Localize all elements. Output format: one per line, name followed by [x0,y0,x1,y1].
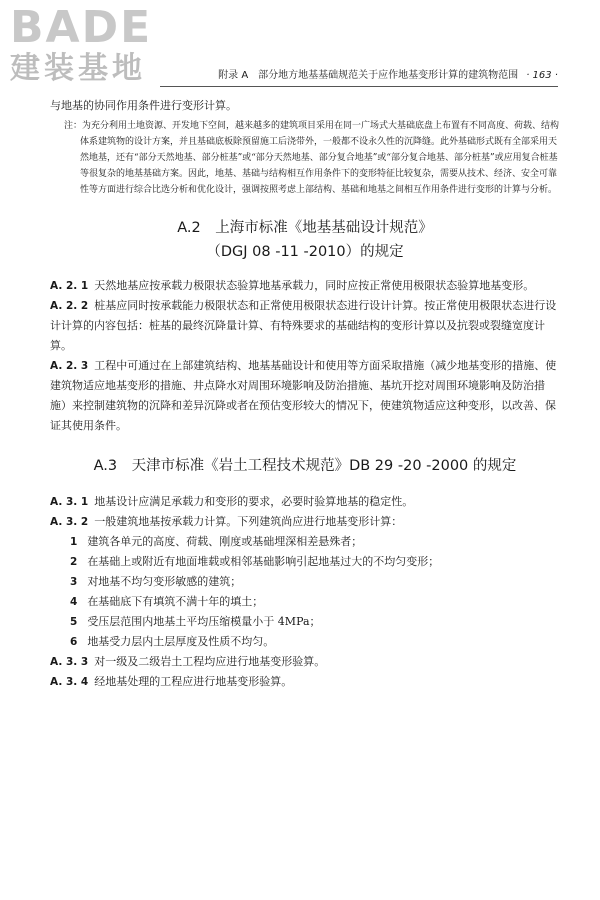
item-number: 6 [70,636,78,648]
list-item [50,572,560,592]
item-text: 受压层范围内地基土平均压缩模量小于 4MPa； [87,615,321,628]
header-title: 附录 A 部分地方地基基础规范关于应作地基变形计算的建筑物范围 [218,70,519,81]
clause-number: A. 3. 2 [50,516,89,528]
clause-a2-3 [50,356,560,436]
item-text: 在基础底下有填筑不满十年的填土； [87,595,264,608]
item-number: 3 [70,576,78,588]
section-a3-heading: A.3 天津市标准《岩土工程技术规范》DB 29 -20 -2000 的规定 [93,458,517,474]
section-a2-heading [50,216,560,264]
section-a2-title-line1: A.2 上海市标准《地基基础设计规范》 [177,220,433,236]
logo-chinese-text: 建装基地 [10,51,146,86]
running-header [160,66,558,87]
item-text: 对地基不均匀变形敏感的建筑； [87,575,242,588]
clause-text: 天然地基应按承载力极限状态验算地基承载力，同时应按正常使用极限状态验算地基变形。 [94,279,535,292]
page-number: · 163 · [526,70,558,81]
clause-number: A. 2. 3 [50,360,89,372]
clause-number: A. 2. 1 [50,280,89,292]
clause-a3-1 [50,492,560,512]
clause-a2-2 [50,296,560,356]
note-paragraph: 注：为充分利用土地资源、开发地下空间，越来越多的建筑项目采用在同一广场式大基础底盘上布置有不同高度、荷载、结构体系建筑物的设计方案，并且基础底板除预留施工后浇带外，一般都不设永久性的沉降缝。此外基础形式既有全部采用天然地基，还有“部分天然地基、部分桩基”或“部分天然地基、部分复合地基”或“部分复合地基、部分桩基”或应用复合桩基等很复杂的地基基础方案。因此，地基、基础与结构相互作用条件下的变形特征比较复杂，需要从技术、经济、安全可靠性等方面进行综合比选分析和优化设计，强调按照考虑上部结构、基础和地基之间相互作用条件进行变形的计算与分析。 [64,121,560,195]
clause-text: 桩基应同时按承载能力极限状态和正常使用极限状态进行设计计算。按正常使用极限状态进行设计计算的内容包括：桩基的最终沉降量计算、有特殊要求的基础结构的变形计算以及抗裂或裂缝宽度计算。 [50,299,557,352]
item-number: 1 [70,536,78,548]
list-item [50,612,560,632]
item-text: 地基受力层内土层厚度及性质不均匀。 [87,635,275,648]
logo-latin-text: BADE [10,2,153,53]
page-body [50,96,560,692]
item-number: 2 [70,556,78,568]
clause-text: 经地基处理的工程应进行地基变形验算。 [94,675,293,688]
list-item [50,552,560,572]
section-a2-title-line2: （DGJ 08 -11 -2010）的规定 [206,244,404,260]
clause-number: A. 3. 3 [50,656,89,668]
clause-number: A. 2. 2 [50,300,89,312]
clause-a2-1 [50,276,560,296]
clause-text: 地基设计应满足承载力和变形的要求，必要时验算地基的稳定性。 [94,495,414,508]
item-text: 建筑各单元的高度、荷载、刚度或基础埋深相差悬殊者； [87,535,363,548]
clause-a3-3 [50,652,560,672]
list-item [50,592,560,612]
clause-a3-2 [50,512,560,532]
clause-number: A. 3. 4 [50,676,89,688]
clause-a3-4 [50,672,560,692]
list-item [50,532,560,552]
list-item [50,632,560,652]
clause-number: A. 3. 1 [50,496,89,508]
item-number: 5 [70,616,78,628]
item-text: 在基础上或附近有地面堆载或相邻基础影响引起地基过大的不均匀变形； [87,555,440,568]
intro-paragraph: 与地基的协同作用条件进行变形计算。 [50,99,237,112]
clause-text: 一般建筑地基按承载力计算。下列建筑尚应进行地基变形计算： [94,515,403,528]
clause-text: 对一级及二级岩土工程均应进行地基变形验算。 [94,655,326,668]
clause-text: 工程中可通过在上部建筑结构、地基基础设计和使用等方面采取措施（减少地基变形的措施、使建筑物适应地基变形的措施、井点降水对周围环境影响及防治措施、基坑开挖对周围环境影响及防治措施）来控制建筑物的沉降和差异沉降或者在预估变形较大的情况下，使建筑物适应这种变形，以改善、保证其使用条件。 [50,359,557,432]
item-number: 4 [70,596,78,608]
